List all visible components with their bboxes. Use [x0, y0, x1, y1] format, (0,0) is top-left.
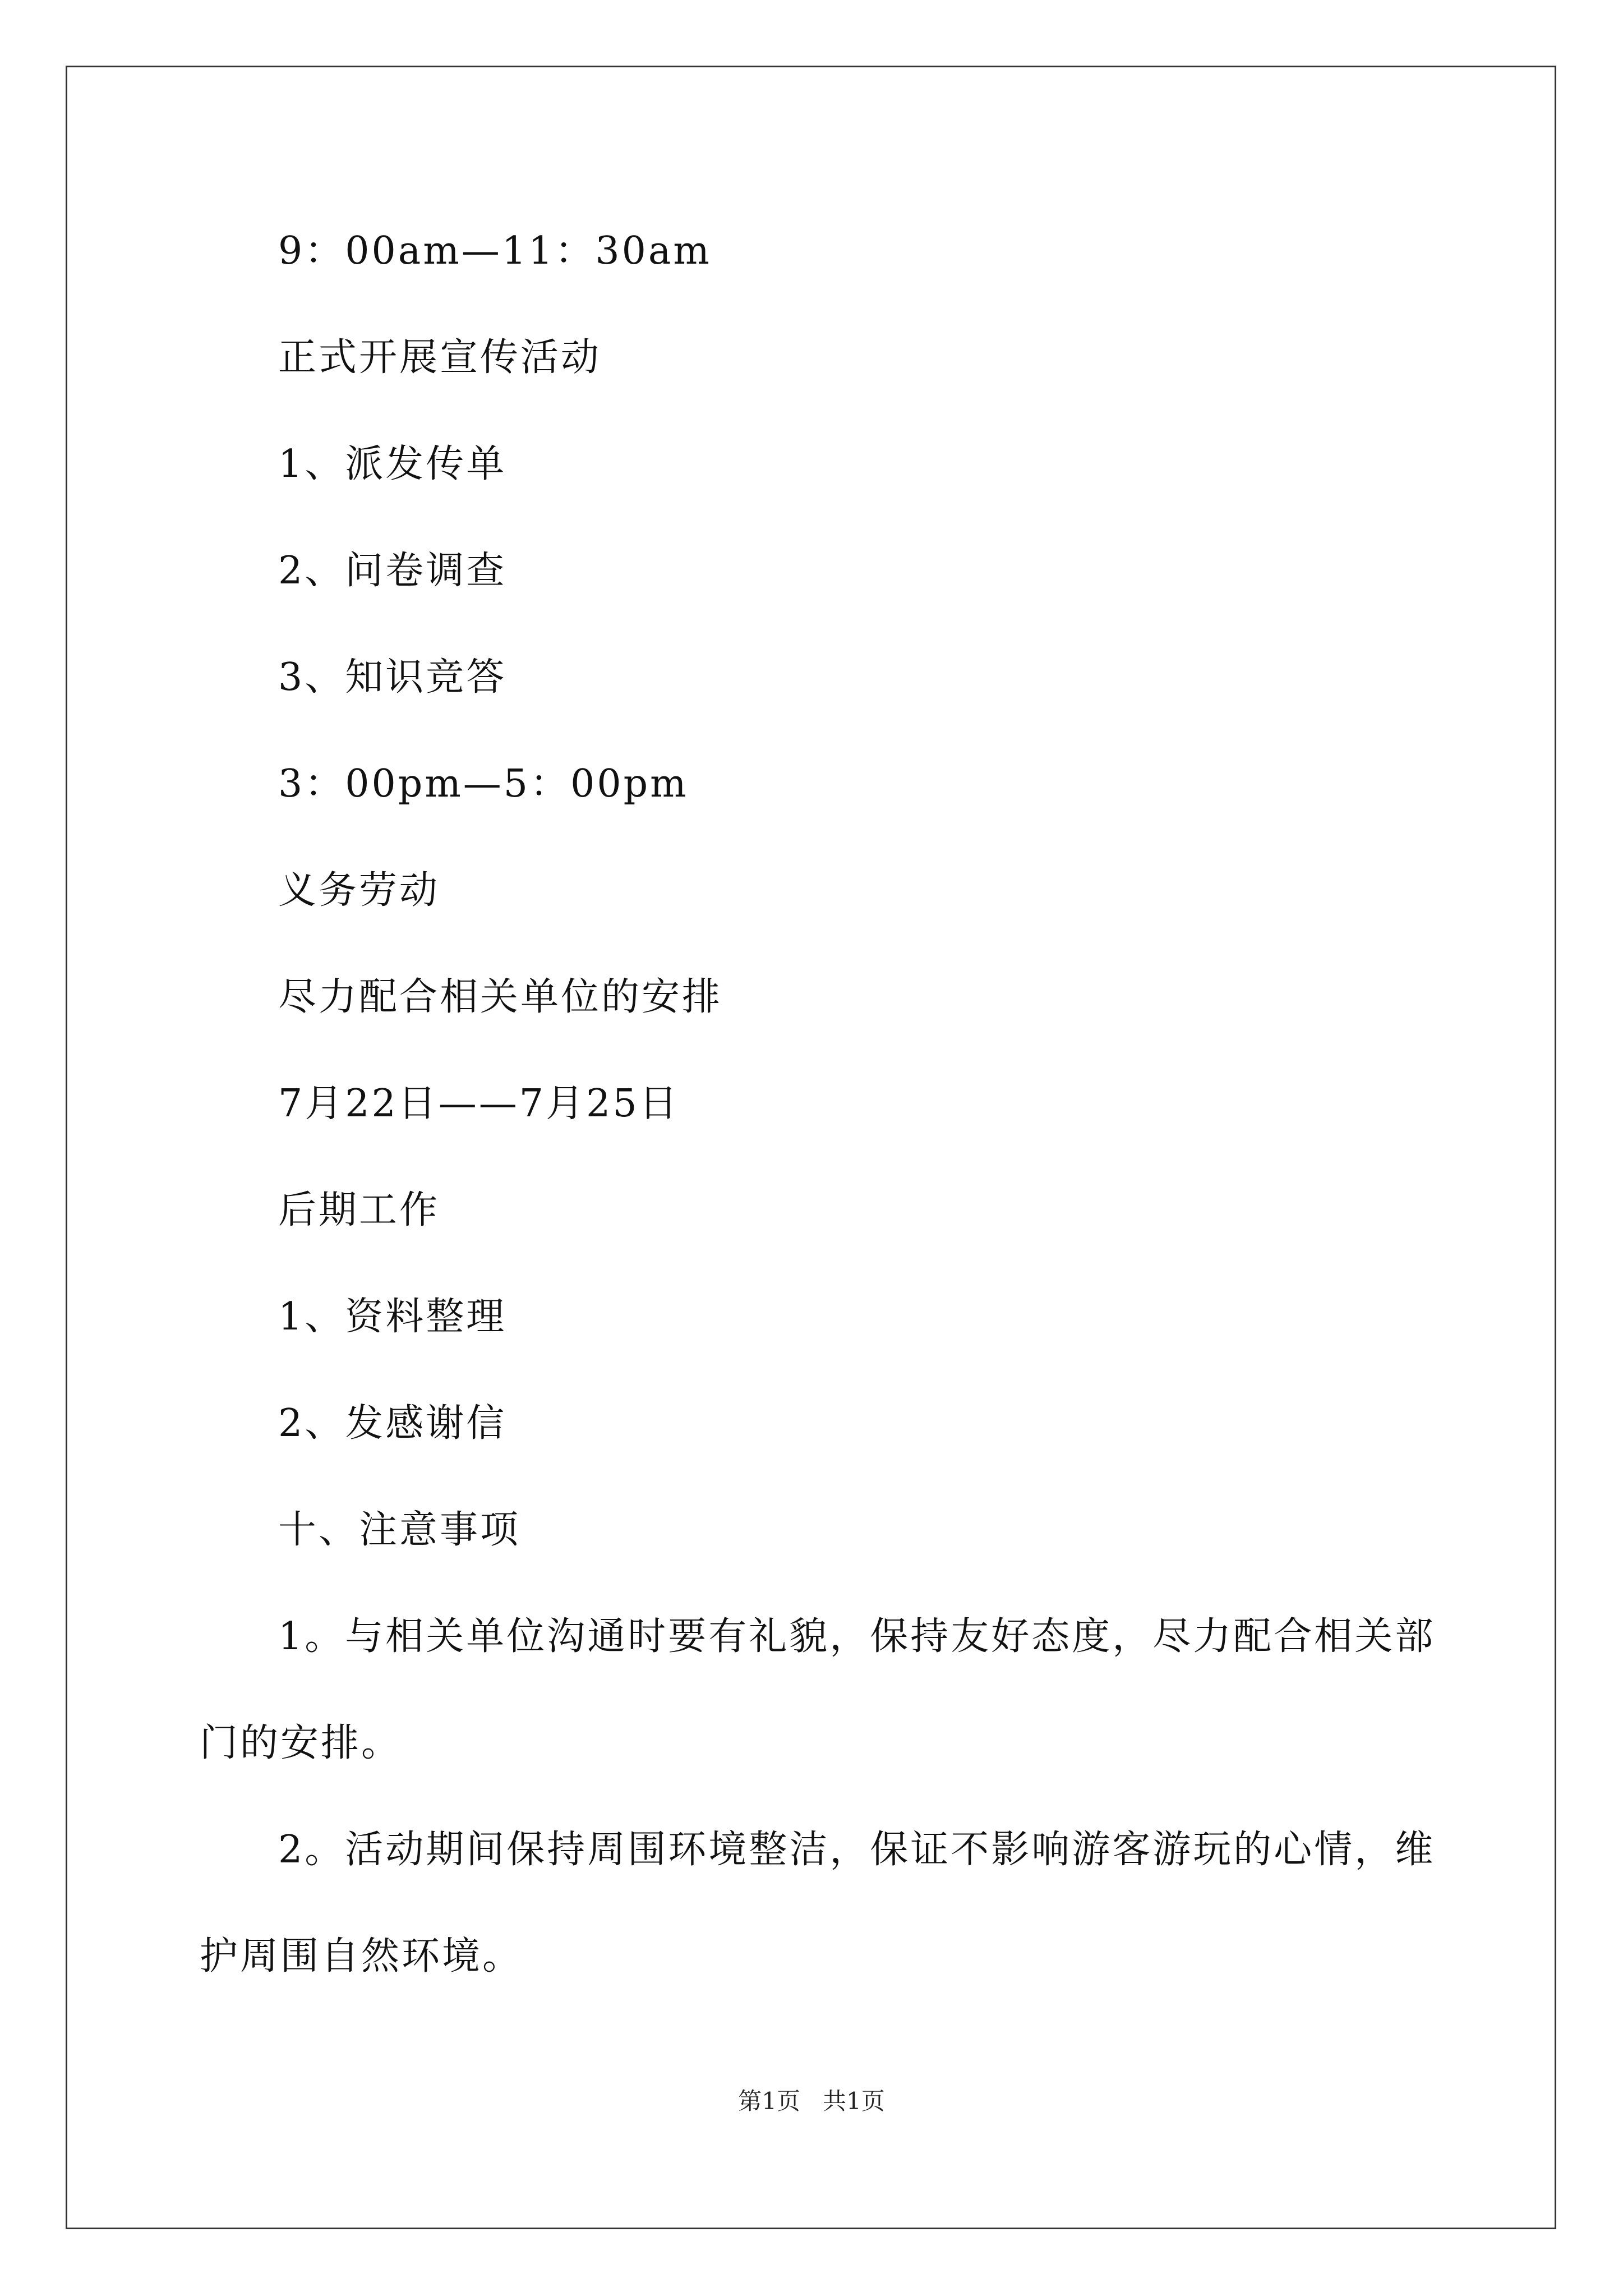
list-item-quiz: 3、知识竞答	[278, 655, 507, 700]
activity-heading-labor: 义务劳动	[278, 868, 440, 913]
note-paragraph-1-line-1: 1。与相关单位沟通时要有礼貌，保持友好态度，尽力配合相关部	[278, 1614, 1436, 1659]
list-item-flyers: 1、派发传单	[278, 442, 507, 486]
list-item-survey: 2、问卷调查	[278, 549, 507, 593]
section-heading-notes: 十、注意事项	[278, 1508, 521, 1552]
list-item-thanks: 2、发感谢信	[278, 1401, 507, 1446]
note-paragraph-1-line-2: 门的安排。	[200, 1721, 402, 1765]
time-slot-morning: 9：00am—11：30am	[278, 229, 712, 273]
activity-heading-publicity: 正式开展宣传活动	[278, 335, 602, 380]
activity-note: 尽力配合相关单位的安排	[278, 975, 723, 1019]
date-range: 7月22日——7月25日	[278, 1082, 680, 1126]
list-item-data: 1、资料整理	[278, 1295, 507, 1339]
time-slot-afternoon: 3：00pm—5：00pm	[278, 762, 689, 806]
note-paragraph-2-line-1: 2。活动期间保持周围环境整洁，保证不影响游客游玩的心情，维	[278, 1828, 1436, 1872]
note-paragraph-2	[200, 1825, 1436, 1982]
note-paragraph-1	[200, 1612, 1436, 1769]
page-footer: 第1页 共1页	[738, 2087, 885, 2115]
section-heading-followup: 后期工作	[278, 1188, 440, 1232]
note-paragraph-2-line-2: 护周围自然环境。	[200, 1934, 523, 1978]
